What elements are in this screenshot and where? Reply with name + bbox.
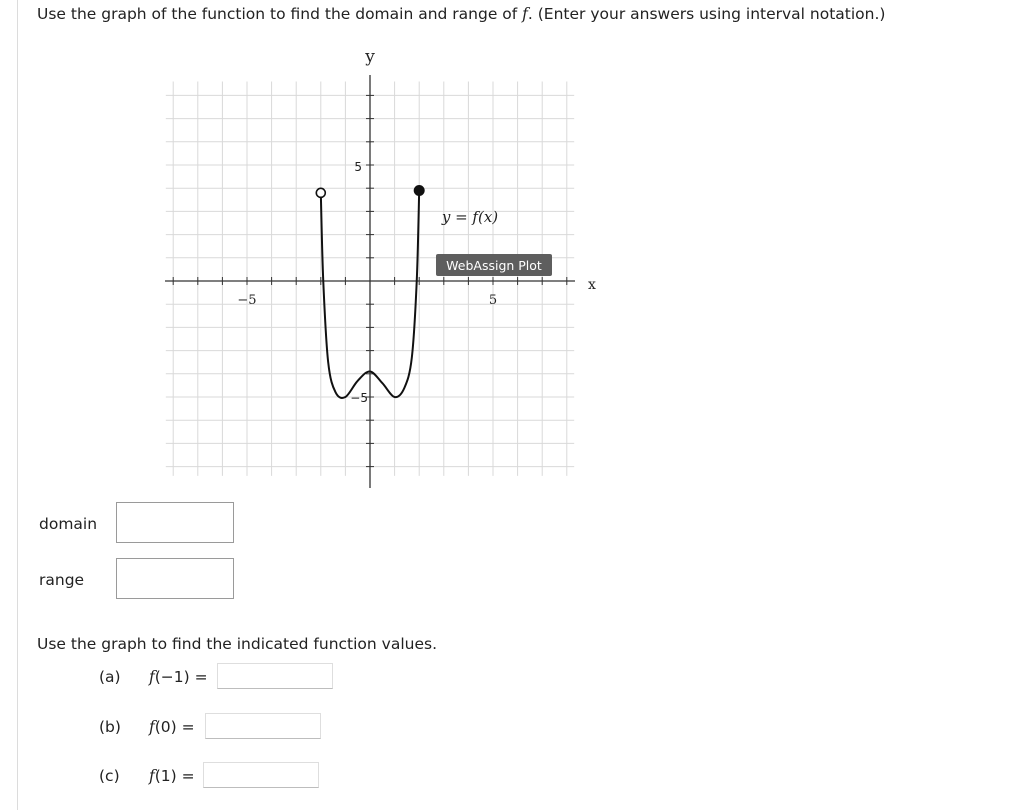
part-a-fn: f bbox=[149, 668, 155, 686]
part-b-expression bbox=[149, 718, 195, 736]
part-b-fn: f bbox=[149, 718, 155, 736]
x-tick-label-neg5: −5 bbox=[237, 293, 257, 308]
y-tick-label-neg5: −5 bbox=[350, 391, 368, 405]
range-input[interactable] bbox=[116, 558, 234, 599]
f-neg1-input[interactable] bbox=[217, 663, 333, 689]
f-1-input[interactable] bbox=[203, 762, 319, 788]
webassign-plot-badge-text: WebAssign Plot bbox=[446, 258, 542, 273]
y-axis-label: y bbox=[365, 47, 375, 67]
part-c-arg: (1) = bbox=[154, 767, 195, 785]
webassign-plot-badge[interactable] bbox=[436, 254, 552, 276]
part-b-arg: (0) = bbox=[154, 718, 195, 736]
curve-label: y = f(x) bbox=[441, 208, 499, 226]
part-a-expression bbox=[149, 668, 208, 686]
domain-label: domain bbox=[39, 515, 98, 533]
y-tick-label-5: 5 bbox=[354, 160, 362, 174]
part-a-letter: (a) bbox=[99, 668, 121, 686]
x-tick-label-5: 5 bbox=[488, 293, 498, 308]
domain-input[interactable] bbox=[116, 502, 234, 543]
closed-endpoint bbox=[414, 186, 424, 196]
question-text-before: Use the graph of the function to find the domain and range of bbox=[37, 5, 523, 23]
question-function-name: f bbox=[522, 5, 528, 23]
part-a-arg: (−1) = bbox=[154, 668, 208, 686]
range-label: range bbox=[39, 571, 85, 589]
question-text-after: . (Enter your answers using interval notation.) bbox=[527, 5, 886, 23]
function-values-instruction: Use the graph to find the indicated function values. bbox=[37, 635, 438, 653]
part-c-expression bbox=[149, 767, 195, 785]
part-b-letter: (b) bbox=[99, 718, 121, 736]
part-c-fn: f bbox=[149, 767, 155, 785]
part-c-letter: (c) bbox=[99, 767, 120, 785]
f-0-input[interactable] bbox=[205, 713, 321, 739]
x-axis-label: x bbox=[588, 277, 596, 293]
open-endpoint bbox=[316, 188, 325, 197]
